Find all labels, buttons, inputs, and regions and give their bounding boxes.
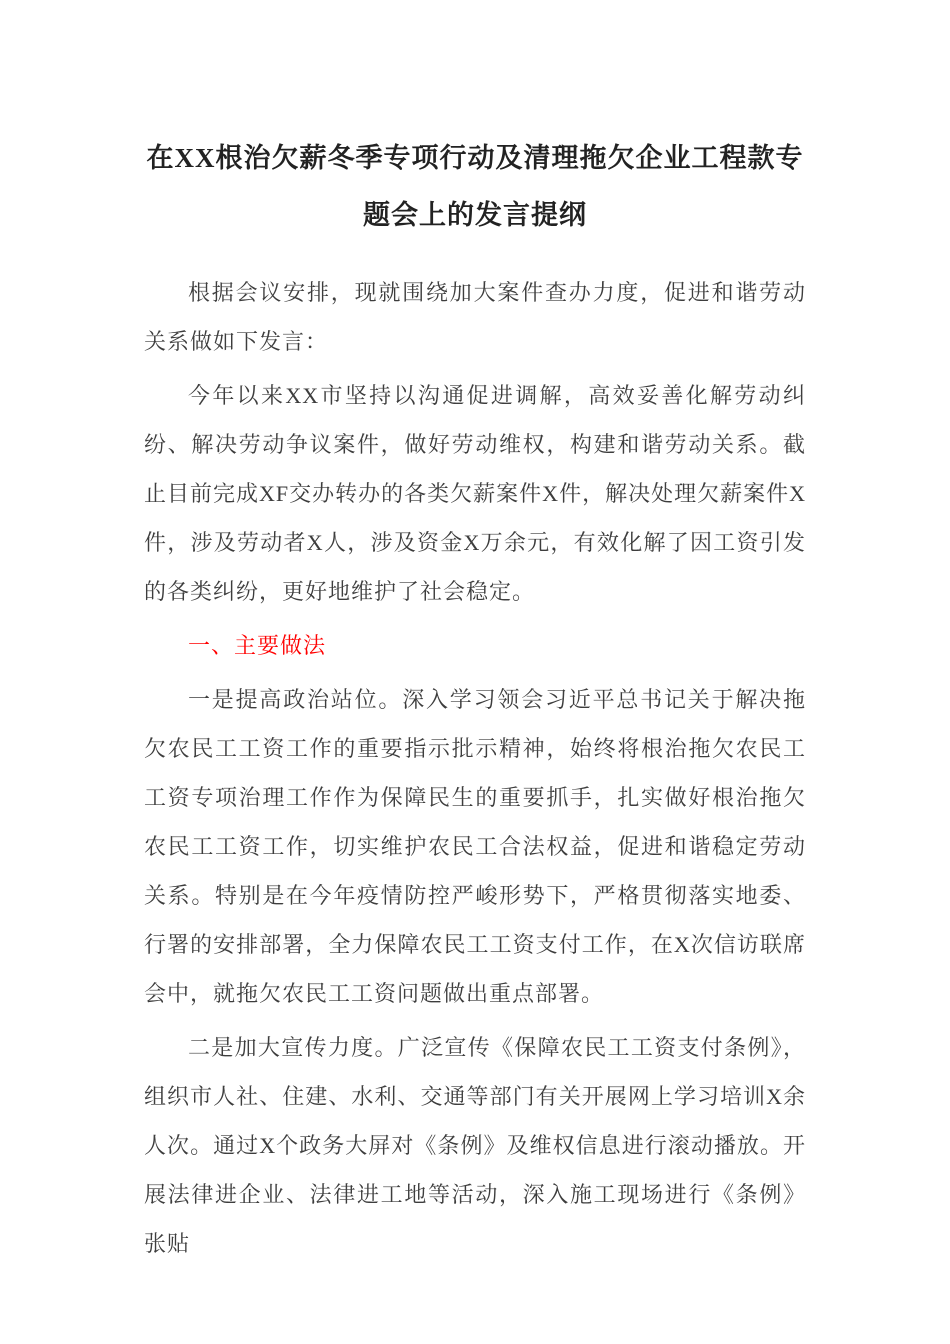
section-heading-main-practices: 一、主要做法: [188, 633, 327, 658]
document-title: 在XX根治欠薪冬季专项行动及清理拖欠企业工程款专题会上的发言提纲: [146, 143, 804, 230]
paragraph-overview: 今年以来XX市坚持以沟通促进调解，高效妥善化解劳动纠纷、解决劳动争议案件，做好劳动维权，构建和谐劳动关系。截止目前完成XF交办转办的各类欠薪案件X件，解决处理欠薪案件X件，涉及劳动者X人，涉及资金X万余元，有效化解了因工资引发的各类纠纷，更好地维护了社会稳定。: [144, 383, 806, 604]
document-body: [144, 268, 806, 1268]
paragraph-intro: 根据会议安排，现就围绕加大案件查办力度，促进和谐劳动关系做如下发言：: [144, 280, 806, 354]
paragraph-point1-political-stance: 一是提高政治站位。深入学习领会习近平总书记关于解决拖欠农民工工资工作的重要指示批示精神，始终将根治拖欠农民工工资专项治理工作作为保障民生的重要抓手，扎实做好根治拖欠农民工工资工作，切实维护农民工合法权益，促进和谐稳定劳动关系。特别是在今年疫情防控严峻形势下，严格贯彻落实地委、行署的安排部署，全力保障农民工工资支付工作，在X次信访联席会中，就拖欠农民工工资问题做出重点部署。: [144, 687, 806, 1006]
paragraph-point2-publicity: 二是加大宣传力度。广泛宣传《保障农民工工资支付条例》，组织市人社、住建、水利、交通等部门有关开展网上学习培训X余人次。通过X个政务大屏对《条例》及维权信息进行滚动播放。开展法律进企业、法律进工地等活动，深入施工现场进行《条例》张贴: [144, 1035, 806, 1256]
